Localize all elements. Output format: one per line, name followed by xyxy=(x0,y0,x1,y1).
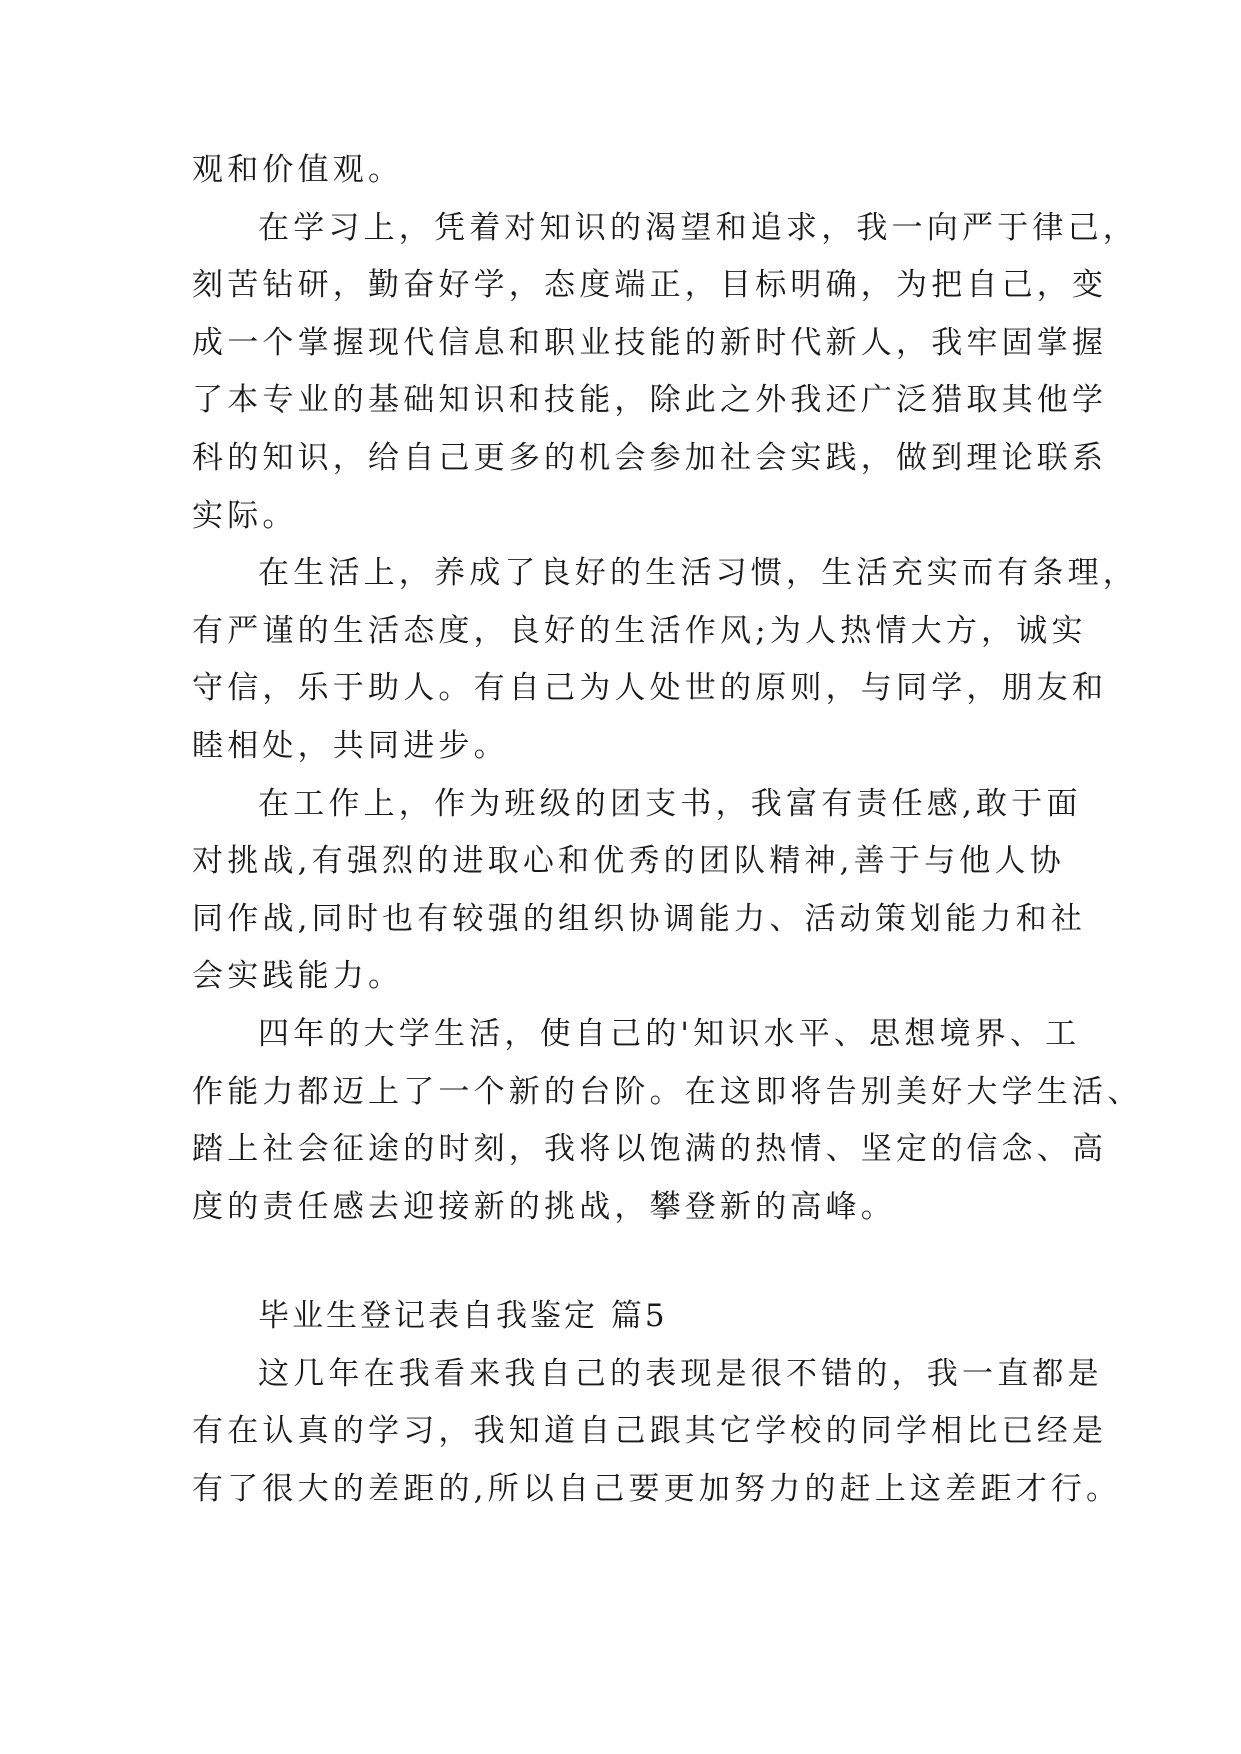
text-line: 度的责任感去迎接新的挑战，攀登新的高峰。 xyxy=(192,1188,896,1225)
text-line: 睦相处，共同进步。 xyxy=(192,727,509,764)
paragraph-study xyxy=(192,200,1138,546)
document-body xyxy=(192,142,1143,1519)
text-line: 有严谨的生活态度，良好的生活作风;为人热情大方，诚实 xyxy=(192,612,1087,649)
text-line: 成一个掌握现代信息和职业技能的新时代新人，我牢固掌握 xyxy=(192,324,1108,361)
text-line: 有在认真的学习，我知道自己跟其它学校的同学相比已经是 xyxy=(192,1413,1108,1450)
section-heading: 毕业生登记表自我鉴定 篇5 xyxy=(258,1298,668,1335)
text-line: 作能力都迈上了一个新的台阶。在这即将告别美好大学生活、 xyxy=(192,1073,1143,1110)
text-line: 观和价值观。 xyxy=(192,152,404,188)
text-line: 有了很大的差距的,所以自己要更加努力的赶上这差距才行。 xyxy=(192,1471,1122,1508)
paragraph-self-assessment xyxy=(192,1346,1122,1519)
paragraph-life xyxy=(192,545,1138,775)
text-line: 科的知识，给自己更多的机会参加社会实践，做到理论联系 xyxy=(192,439,1108,476)
text-line: 守信，乐于助人。有自己为人处世的原则，与同学，朋友和 xyxy=(192,670,1108,707)
section-heading-block xyxy=(192,1288,1052,1346)
text-line: 会实践能力。 xyxy=(192,958,404,995)
text-line: 在生活上，养成了良好的生活习惯，生活充实而有条理， xyxy=(258,555,1138,592)
section-spacer xyxy=(192,1236,1052,1288)
text-line: 了本专业的基础知识和技能，除此之外我还广泛猎取其他学 xyxy=(192,382,1108,419)
text-line: 实际。 xyxy=(192,497,298,534)
text-line: 踏上社会征途的时刻，我将以饱满的热情、坚定的信念、高 xyxy=(192,1131,1108,1168)
text-line: 同作战,同时也有较强的组织协调能力、活动策划能力和社 xyxy=(192,900,1087,937)
paragraph-summary xyxy=(192,1006,1143,1236)
text-line: 四年的大学生活，使自己的'知识水平、思想境界、工 xyxy=(258,1015,1081,1052)
paragraph-work xyxy=(192,776,1087,1006)
text-line: 在工作上，作为班级的团支书，我富有责任感,敢于面 xyxy=(258,785,1082,822)
text-line: 刻苦钻研，勤奋好学，态度端正，目标明确，为把自己，变 xyxy=(192,267,1108,304)
text-line: 在学习上，凭着对知识的渴望和追求，我一向严于律己， xyxy=(258,209,1138,246)
text-line: 对挑战,有强烈的进取心和优秀的团队精神,善于与他人协 xyxy=(192,843,1065,880)
paragraph-1 xyxy=(192,142,1052,200)
text-line: 这几年在我看来我自己的表现是很不错的，我一直都是 xyxy=(258,1355,1103,1392)
